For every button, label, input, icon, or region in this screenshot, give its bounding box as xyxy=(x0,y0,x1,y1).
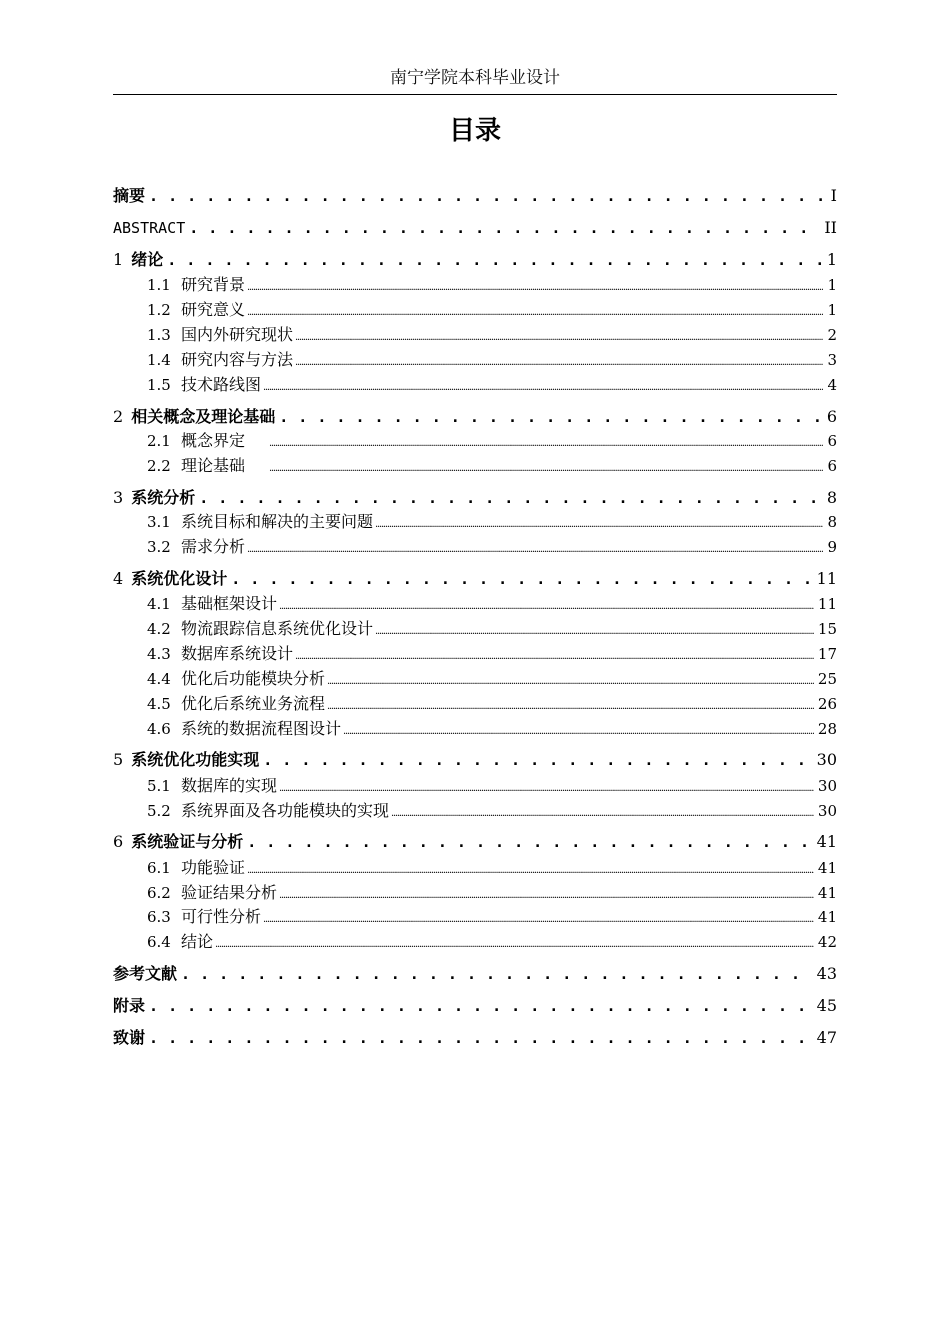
toc-entry-title: 国内外研究现状 xyxy=(181,325,294,344)
toc-entry-title: 功能验证 xyxy=(181,858,246,877)
toc-entry-chapter-4[interactable] xyxy=(113,566,837,592)
toc-entry-abstract-en[interactable] xyxy=(113,215,837,241)
toc-entry-section-5-2[interactable] xyxy=(147,799,837,823)
toc-entry-page: 17 xyxy=(817,645,837,663)
dot-leader xyxy=(213,933,814,954)
toc-entry-title: 数据库系统设计 xyxy=(181,644,294,663)
toc-entry-title: ABSTRACT xyxy=(113,219,186,237)
dot-leader xyxy=(185,215,820,241)
toc-entry-title: 附录 xyxy=(113,996,146,1015)
toc-entry-number: 6.4 xyxy=(147,933,171,951)
toc-entry-page: II xyxy=(824,218,837,237)
toc-entry-number: 6.1 xyxy=(147,859,171,877)
toc-entry-title: 系统分析 xyxy=(131,488,196,507)
toc-entry-title: 系统的数据流程图设计 xyxy=(181,719,342,738)
toc-entry-number: 2 xyxy=(113,407,124,426)
dot-leader xyxy=(163,247,823,273)
dot-leader xyxy=(261,908,814,929)
toc-entry-section-4-3[interactable] xyxy=(147,642,837,666)
dot-leader xyxy=(267,457,823,478)
toc-entry-title: 绪论 xyxy=(131,250,164,269)
toc-entry-section-6-2[interactable] xyxy=(147,881,837,905)
toc-entry-number: 4.6 xyxy=(147,720,171,738)
toc-entry-number: 3.2 xyxy=(147,538,171,556)
dot-leader xyxy=(373,620,814,641)
toc-entry-chapter-1[interactable] xyxy=(113,247,837,273)
toc-entry-page: 1 xyxy=(827,276,837,294)
toc-entry-title: 概念界定 xyxy=(181,431,246,450)
toc-entry-number: 3 xyxy=(113,488,124,507)
toc-entry-page: 1 xyxy=(827,301,837,319)
toc-entry-page: 25 xyxy=(817,670,837,688)
toc-entry-page: 4 xyxy=(827,376,837,394)
toc-entry-title: 数据库的实现 xyxy=(181,776,278,795)
dot-leader xyxy=(389,802,814,823)
toc-entry-title: 系统目标和解决的主要问题 xyxy=(181,512,374,531)
dot-leader xyxy=(227,566,812,592)
toc-entry-title: 研究背景 xyxy=(181,275,246,294)
toc-entry-number: 1.5 xyxy=(147,376,171,394)
toc-entry-abstract-cn[interactable] xyxy=(113,183,837,209)
running-header: 南宁学院本科毕业设计 xyxy=(390,68,560,88)
dot-leader xyxy=(277,595,814,616)
dot-leader xyxy=(373,513,823,534)
dot-leader xyxy=(245,859,814,880)
toc-entry-page: 9 xyxy=(827,538,837,556)
toc-entry-title: 系统优化设计 xyxy=(131,569,228,588)
toc-entry-number: 5.2 xyxy=(147,802,171,820)
toc-entry-chapter-2[interactable] xyxy=(113,404,837,430)
toc-entry-number: 6.3 xyxy=(147,908,171,926)
toc-entry-page: 30 xyxy=(817,802,837,820)
toc-entry-title: 系统界面及各功能模块的实现 xyxy=(181,801,390,820)
dot-leader xyxy=(243,829,812,855)
toc-entry-section-2-1[interactable] xyxy=(147,429,837,453)
toc-entry-page: 30 xyxy=(816,750,837,769)
dot-leader xyxy=(293,645,814,666)
dot-leader xyxy=(195,485,823,511)
header-rule xyxy=(113,94,837,95)
toc-entry-page: 11 xyxy=(816,569,837,588)
toc-entry-appendix[interactable] xyxy=(113,993,837,1019)
dot-leader xyxy=(261,376,823,397)
toc-entry-page: 1 xyxy=(826,250,837,269)
toc-entry-title: 优化后系统业务流程 xyxy=(181,694,326,713)
toc-entry-chapter-5[interactable] xyxy=(113,747,837,773)
dot-leader xyxy=(145,993,813,1019)
toc-entry-chapter-3[interactable] xyxy=(113,485,837,511)
toc-entry-number: 4 xyxy=(113,569,124,588)
toc-entry-number: 1.1 xyxy=(147,276,171,294)
toc-entry-title: 可行性分析 xyxy=(181,907,262,926)
toc-entry-section-5-1[interactable] xyxy=(147,774,837,798)
toc-entry-title: 系统优化功能实现 xyxy=(131,750,260,769)
toc-entry-title: 研究意义 xyxy=(181,300,246,319)
dot-leader xyxy=(145,1025,813,1051)
toc-entry-page: 6 xyxy=(827,432,837,450)
dot-leader xyxy=(245,276,823,297)
toc-entry-page: 8 xyxy=(826,488,837,507)
dot-leader xyxy=(245,538,823,559)
dot-leader xyxy=(293,351,823,372)
toc-entry-section-4-2[interactable] xyxy=(147,617,837,641)
toc-entry-section-6-3[interactable] xyxy=(147,905,837,929)
dot-leader xyxy=(259,747,812,773)
toc-entry-page: 43 xyxy=(816,964,837,983)
toc-entry-page: 15 xyxy=(817,620,837,638)
toc-entry-section-6-4[interactable] xyxy=(147,930,837,954)
toc-entry-number: 4.1 xyxy=(147,595,171,613)
toc-entry-section-3-2[interactable] xyxy=(147,535,837,559)
toc-entry-page: 41 xyxy=(817,859,837,877)
toc-entry-section-4-1[interactable] xyxy=(147,592,837,616)
toc-entry-title: 致谢 xyxy=(113,1028,146,1047)
toc-entry-page: 28 xyxy=(817,720,837,738)
toc-entry-section-4-6[interactable] xyxy=(147,717,837,741)
toc-title: 目录 xyxy=(448,116,501,146)
toc-entry-page: 8 xyxy=(827,513,837,531)
dot-leader xyxy=(267,432,823,453)
toc-entry-number: 4.5 xyxy=(147,695,171,713)
dot-leader xyxy=(341,720,814,741)
dot-leader xyxy=(145,183,827,209)
toc-entry-section-2-2[interactable] xyxy=(147,454,837,478)
toc-entry-number: 3.1 xyxy=(147,513,171,531)
toc-entry-number: 6 xyxy=(113,832,124,851)
toc-entry-page: 6 xyxy=(826,407,837,426)
dot-leader xyxy=(325,695,814,716)
toc-entry-page: 41 xyxy=(817,884,837,902)
toc-entry-title: 优化后功能模块分析 xyxy=(181,669,326,688)
toc-entry-section-1-5[interactable] xyxy=(147,373,837,397)
toc-entry-section-1-4[interactable] xyxy=(147,348,837,372)
toc-entry-section-4-5[interactable] xyxy=(147,692,837,716)
toc-entry-title: 研究内容与方法 xyxy=(181,350,294,369)
toc-entry-number: 1.4 xyxy=(147,351,171,369)
toc-entry-title: 系统验证与分析 xyxy=(131,832,244,851)
toc-entry-title: 相关概念及理论基础 xyxy=(131,407,276,426)
toc-entry-section-6-1[interactable] xyxy=(147,856,837,880)
toc-entry-title: 结论 xyxy=(181,932,214,951)
toc-entry-number: 4.4 xyxy=(147,670,171,688)
toc-entry-page: 2 xyxy=(827,326,837,344)
toc-entry-page: 47 xyxy=(816,1028,837,1047)
dot-leader xyxy=(177,961,813,987)
toc-entry-number: 5.1 xyxy=(147,777,171,795)
toc-entry-title: 需求分析 xyxy=(181,537,246,556)
toc-entry-number: 2.1 xyxy=(147,432,171,450)
toc-entry-page: 11 xyxy=(817,595,837,613)
toc-entry-page: I xyxy=(830,186,837,205)
toc-entry-number: 1.2 xyxy=(147,301,171,319)
toc-entry-number: 1 xyxy=(113,250,124,269)
toc-entry-page: 30 xyxy=(817,777,837,795)
toc-entry-title: 参考文献 xyxy=(113,964,178,983)
dot-leader xyxy=(277,884,814,905)
dot-leader xyxy=(277,777,814,798)
toc-entry-number: 4.3 xyxy=(147,645,171,663)
toc-entry-page: 3 xyxy=(827,351,837,369)
toc-entry-section-1-3[interactable] xyxy=(147,323,837,347)
toc-entry-title: 物流跟踪信息系统优化设计 xyxy=(181,619,374,638)
toc-entry-title: 基础框架设计 xyxy=(181,594,278,613)
toc-entry-title: 验证结果分析 xyxy=(181,883,278,902)
toc-entry-references[interactable] xyxy=(113,961,837,987)
toc-entry-page: 45 xyxy=(816,996,837,1015)
toc-entry-title: 摘要 xyxy=(113,186,146,205)
toc-entry-page: 6 xyxy=(827,457,837,475)
toc-entry-number: 6.2 xyxy=(147,884,171,902)
toc-entry-number: 1.3 xyxy=(147,326,171,344)
toc-entry-page: 42 xyxy=(817,933,837,951)
toc-entry-number: 5 xyxy=(113,750,124,769)
toc-entry-number: 4.2 xyxy=(147,620,171,638)
toc-entry-section-1-1[interactable] xyxy=(147,273,837,297)
toc-entry-section-4-4[interactable] xyxy=(147,667,837,691)
dot-leader xyxy=(293,326,823,347)
toc-entry-page: 26 xyxy=(817,695,837,713)
toc-entry-section-3-1[interactable] xyxy=(147,510,837,534)
toc-entry-section-1-2[interactable] xyxy=(147,298,837,322)
dot-leader xyxy=(245,301,823,322)
toc-entry-title: 技术路线图 xyxy=(181,375,262,394)
toc-entry-page: 41 xyxy=(817,908,837,926)
toc-entry-title: 理论基础 xyxy=(181,456,246,475)
toc-entry-page: 41 xyxy=(816,832,837,851)
dot-leader xyxy=(325,670,814,691)
dot-leader xyxy=(275,404,823,430)
toc-entry-chapter-6[interactable] xyxy=(113,829,837,855)
toc-entry-number: 2.2 xyxy=(147,457,171,475)
toc-entry-acknowledgements[interactable] xyxy=(113,1025,837,1051)
